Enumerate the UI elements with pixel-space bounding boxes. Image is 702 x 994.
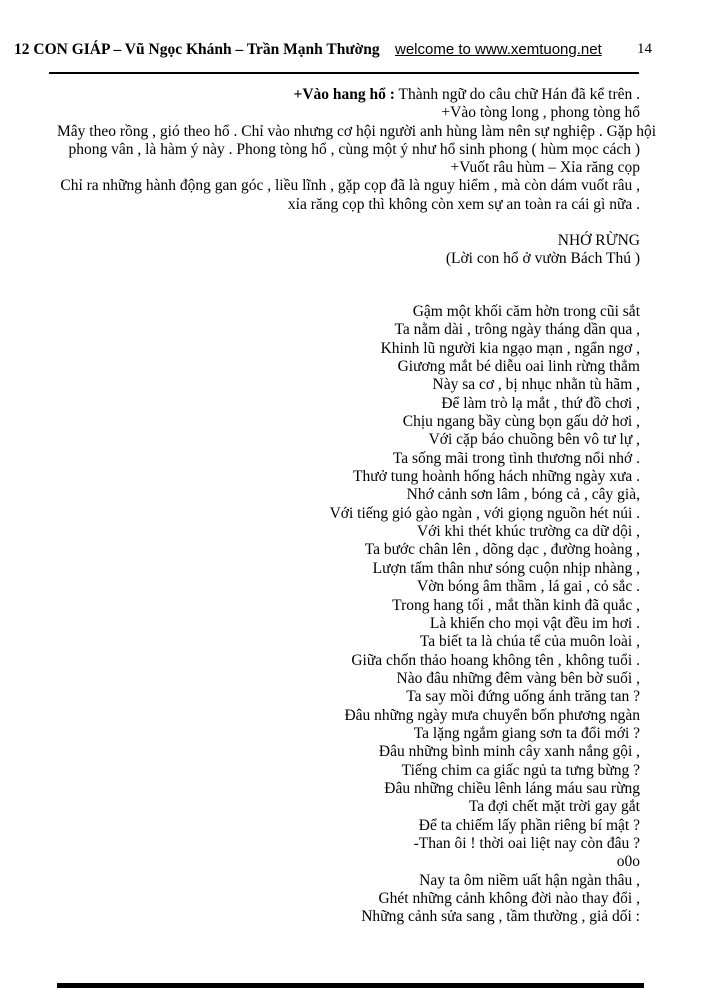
poem-line: Với tiếng gió gào ngàn , với giọng nguồn hét núi .	[329, 504, 640, 522]
idiom-line	[57, 196, 640, 214]
poem-line: Khinh lũ người kia ngạo mạn , ngẩn ngơ ,	[380, 339, 640, 357]
idiom-text: phong vân , là hàm ý này . Phong tòng hổ , cùng một ý như hổ sinh phong ( hùm mọc cách )	[68, 140, 640, 158]
idiom-text: +Vuốt râu hùm – Xỉa răng cọp	[450, 159, 640, 177]
poem-line: Đâu những ngày mưa chuyển bốn phương ngàn	[344, 706, 640, 724]
poem-line: Để làm trò lạ mắt , thứ đồ chơi ,	[441, 394, 640, 412]
poem-line: Này sa cơ , bị nhục nhằn tù hãm ,	[432, 376, 640, 394]
footer-rule	[57, 983, 644, 988]
poem-line: Để ta chiếm lấy phần riêng bí mật ?	[418, 816, 640, 834]
idiom-line	[57, 104, 640, 122]
poem-line: Chịu ngang bầy cùng bọn gấu dở hơi ,	[402, 413, 640, 431]
poem-line: Vờn bóng âm thầm , lá gai , cỏ sắc .	[417, 578, 640, 596]
poem-line: Gậm một khối căm hờn trong cũi sắt	[412, 303, 640, 320]
header-rule	[49, 72, 639, 74]
poem-line: Đâu những chiều lênh láng máu sau rừng	[384, 779, 640, 797]
idiom-text: Thành ngữ do câu chữ Hán đã kể trên .	[394, 86, 640, 103]
poem-body	[57, 303, 640, 927]
poem-subtitle: (Lời con hổ ở vườn Bách Thú )	[445, 250, 640, 268]
idiom-line	[57, 177, 640, 195]
idiom-term: +Vào hang hổ :	[293, 86, 395, 103]
idiom-text: Mây theo rồng , gió theo hổ . Chỉ vào nhưng cơ hội người anh hùng làm nên sự nghiệp . Gặp hội	[57, 122, 657, 140]
poem-line: Ta say mồi đứng uống ánh trăng tan ?	[406, 688, 640, 706]
poem-line: Ta nằm dài , trông ngày tháng dần qua ,	[394, 321, 640, 339]
poem-title: NHỚ RỪNG	[557, 232, 640, 249]
poem-line: Nào đâu những đêm vàng bên bờ suối ,	[396, 669, 640, 687]
website-link[interactable]: welcome to www.xemtuong.net	[395, 41, 602, 58]
poem-line: Ghét những cảnh không đời nào thay đổi ,	[378, 890, 640, 907]
poem-heading	[57, 232, 640, 269]
idiom-line	[57, 86, 640, 104]
idiom-line	[57, 159, 640, 177]
poem-line: Với cặp báo chuồng bên vô tư lự ,	[428, 431, 640, 449]
poem-line: Ta lặng ngắm giang sơn ta đổi mới ?	[413, 724, 640, 742]
page-header	[0, 41, 702, 61]
book-title: 12 CON GIÁP – Vũ Ngọc Khánh – Trần Mạnh Thường	[14, 41, 380, 58]
page-number: 14	[637, 41, 652, 57]
idiom-line	[57, 141, 640, 159]
poem-line: Ta sống mãi trong tình thương nổi nhớ .	[392, 449, 640, 467]
poem-line: Giữa chốn thảo hoang không tên , không tuổi .	[351, 651, 640, 669]
poem-line: Với khi thét khúc trường ca dữ dội ,	[416, 523, 640, 541]
poem-line: Ta bước chân lên , dõng dạc , đường hoàng ,	[364, 541, 640, 559]
poem-line: Trong hang tối , mắt thần kinh đã quắc ,	[392, 596, 640, 614]
idiom-paragraph	[57, 86, 657, 214]
idiom-line	[57, 122, 657, 141]
poem-line: Đâu những bình minh cây xanh nắng gội ,	[378, 743, 640, 761]
poem-line: Tiếng chim ca giấc ngủ ta tưng bừng ?	[401, 761, 640, 779]
poem-line: Nhớ cảnh sơn lâm , bóng cả , cây già,	[406, 486, 640, 504]
poem-line: Thưở tung hoành hống hách những ngày xưa .	[353, 468, 640, 486]
idiom-text: Chỉ ra những hành động gan góc , liều lĩnh , gặp cọp đã là nguy hiểm , mà còn dám vuốt râu ,	[60, 177, 640, 195]
poem-line: Là khiến cho mọi vật đều im hơi .	[429, 614, 640, 632]
poem-line: Ta đợi chết mặt trời gay gắt	[468, 798, 640, 816]
poem-line: Những cảnh sửa sang , tầm thường , giả dối :	[361, 908, 640, 926]
idiom-text: +Vào tòng long , phong tòng hổ	[441, 104, 640, 122]
poem-line: Nay ta ôm niềm uất hận ngàn thâu ,	[419, 871, 640, 889]
poem-line: Ta biết ta là chúa tể của muôn loài ,	[419, 633, 640, 651]
poem-line: o0o	[616, 853, 640, 871]
poem-line: Giương mắt bé diễu oai linh rừng thẳm	[397, 358, 640, 376]
idiom-text: xỉa răng cọp thì không còn xem sự an toàn ra cái gì nữa .	[287, 195, 640, 213]
poem-line: -Than ôi ! thời oai liệt nay còn đâu ?	[413, 834, 640, 852]
poem-line: Lượn tấm thân như sóng cuộn nhịp nhàng ,	[372, 559, 640, 577]
